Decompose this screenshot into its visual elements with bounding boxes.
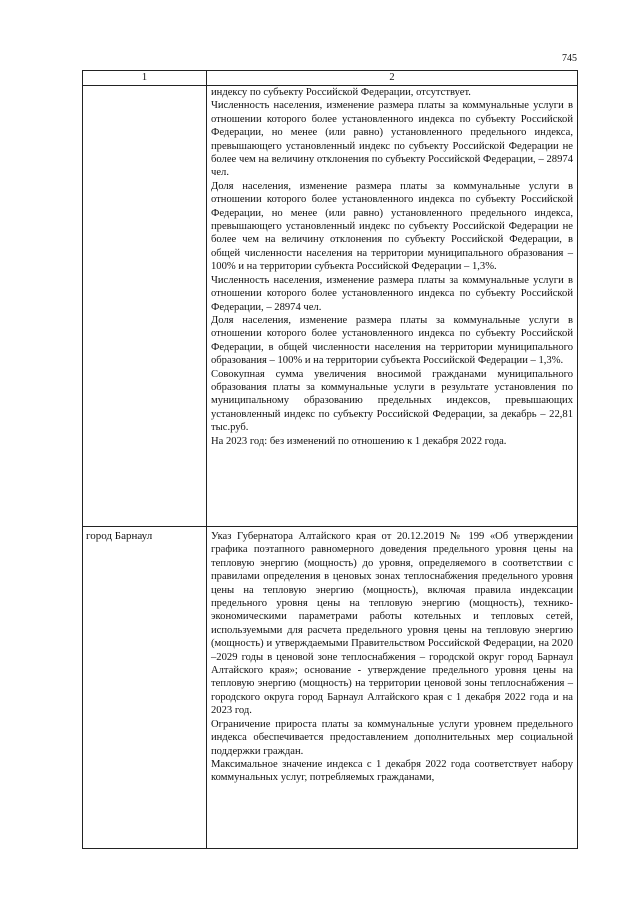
paragraph: Ограничение прироста платы за коммунальные услуги уровнем предельного индекса обеспечивается предоставлением дополнительных мер социальной поддержки граждан. bbox=[211, 718, 573, 757]
description-cell bbox=[207, 86, 578, 527]
municipality-cell bbox=[83, 86, 207, 527]
paragraph: Совокупная сумма увеличения вносимой гражданами муниципального образования платы за коммунальные услуги в результате установления по муниципальному образованию предельных индексов, превышающих установленный индекс по субъекту Российской Федерации, за декабрь – 22,81 тыс.руб. bbox=[211, 368, 573, 434]
paragraph: индексу по субъекту Российской Федерации, отсутствует. bbox=[211, 87, 471, 98]
paragraph: Указ Губернатора Алтайского края от 20.12.2019 № 199 «Об утверждении графика поэтапного равномерного доведения предельного уровня цены на тепловую энергию (мощность) до уровня, определяемого в соответствии с правилами определения в ценовых зонах теплоснабжения предельного уровня цены на тепловую энергию (мощность), включая правила индексации предельного уровня цены на тепловую энергию (мощность), технико-экономическими параметрами работы котельных и тепловых сетей, используемыми для расчета предельного уровня цены на тепловую энергию (мощность) и утверждаемыми Правительством Российской Федерации, на 2020 –2029 годы в ценовой зоне теплоснабжения – городской округ город Барнаул Алтайского края»; основание - утверждение предельного уровня цены на тепловую энергию (мощность) на территории ценовой зоны теплоснабжения – городского округа город Барнаул Алтайского края с 1 декабря 2022 года и на 2023 год. bbox=[211, 531, 573, 717]
header-row bbox=[83, 71, 578, 86]
page-number: 745 bbox=[562, 53, 577, 64]
paragraph: Численность населения, изменение размера платы за коммунальные услуги в отношении которого более установленного индекса по субъекту Российской Федерации, но менее (или равно) установленного предельного индекса, превышающего установленный индекс по субъекту Российской Федерации не более чем на величину отклонения по субъекту Российской Федерации, – 28974 чел. bbox=[211, 100, 573, 179]
column-header-2: 2 bbox=[207, 71, 578, 86]
description-cell bbox=[207, 527, 578, 849]
paragraph: Доля населения, изменение размера платы за коммунальные услуги в отношении которого более установленного индекса по субъекту Российской Федерации, но менее (или равно) установленного предельного индекса, превышающего установленный индекс по субъекту Российской Федерации не более чем на величину отклонения по субъекту Российской Федерации, в общей численности населения на территории муниципального образования – 100% и на территории субъекта Российской Федерации – 1,3%. bbox=[211, 180, 573, 273]
paragraph: На 2023 год: без изменений по отношению к 1 декабря 2022 года. bbox=[211, 435, 507, 447]
column-header-1: 1 bbox=[83, 71, 207, 86]
table-row bbox=[83, 86, 578, 527]
table-row bbox=[83, 527, 578, 849]
paragraph: Доля населения, изменение размера платы за коммунальные услуги в отношении которого более установленного индекса по субъекту Российской Федерации, в общей численности населения на территории муниципального образования – 100% и на территории субъекта Российской Федерации – 1,3%. bbox=[211, 314, 573, 367]
paragraph: Численность населения, изменение размера платы за коммунальные услуги в отношении которого более установленного индекса по субъекту Российской Федерации, – 28974 чел. bbox=[211, 274, 573, 313]
municipality-cell: город Барнаул bbox=[83, 527, 207, 849]
paragraph: Максимальное значение индекса с 1 декабря 2022 года соответствует набору коммунальных услуг, потребляемых гражданами, bbox=[211, 758, 573, 784]
continuation-table bbox=[82, 70, 578, 849]
